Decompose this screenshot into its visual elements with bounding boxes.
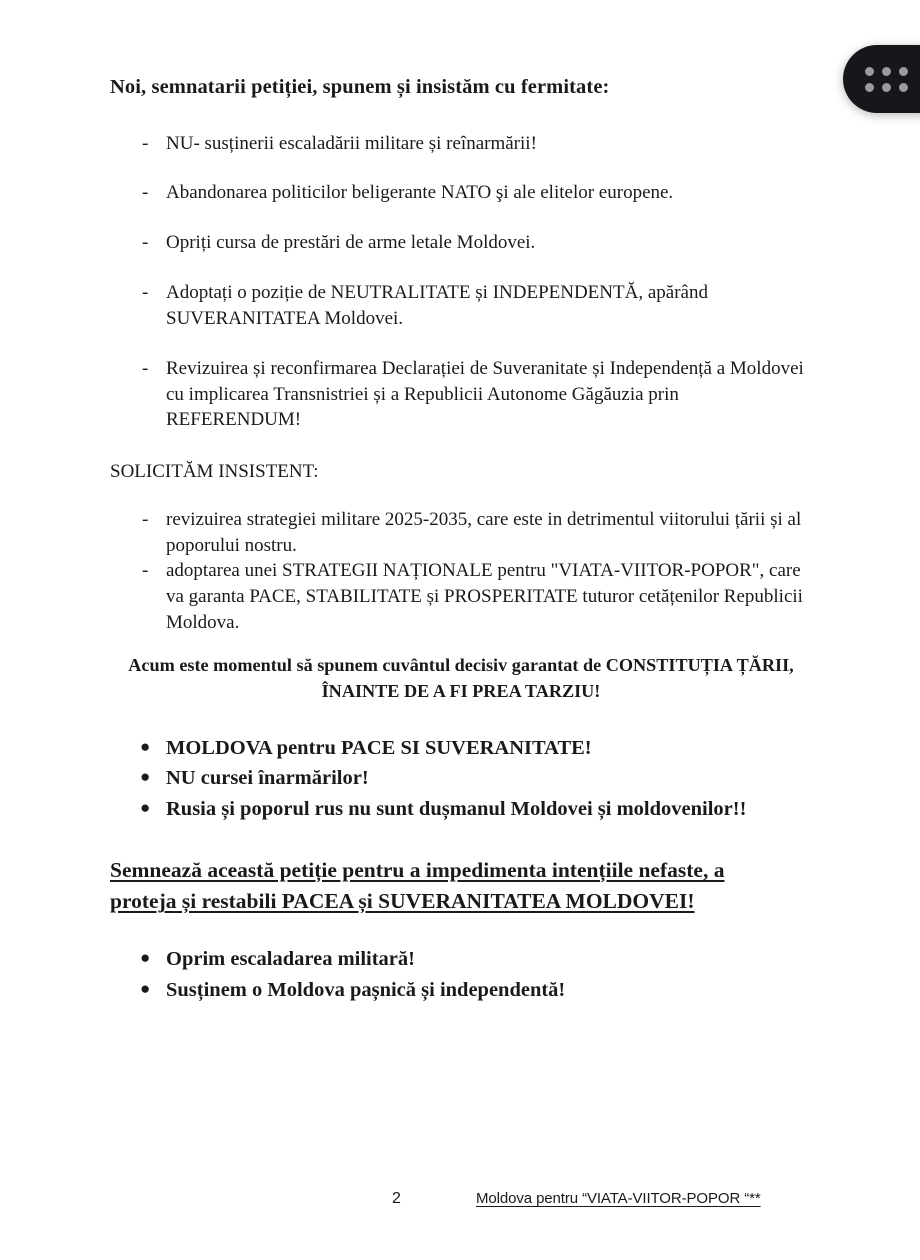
spacer: [110, 433, 812, 459]
apps-grid-icon: [865, 67, 908, 92]
footer-note: Moldova pentru “VIATA-VIITOR-POPOR “**: [476, 1190, 761, 1207]
list-item-text: Rusia și poporul rus nu sunt dușmanul Moldovei și moldovenilor!!: [166, 798, 747, 821]
page-footer: [0, 1190, 920, 1216]
call-to-action: Acum este momentul să spunem cuvântul decisiv garantat de CONSTITUȚIA ȚĂRII, ÎNAINTE DE A FI PREA TARZIU!: [128, 654, 794, 702]
list-item: [110, 230, 812, 256]
list-item-text: NU cursei înarmărilor!: [166, 767, 369, 790]
spacer: [110, 636, 812, 652]
grid-dot: [899, 83, 908, 92]
grid-dot: [899, 67, 908, 76]
list-item-text: Oprim escaladarea militară!: [166, 948, 415, 971]
list-item-text: Adoptați o poziție de NEUTRALITATE și INDEPENDENTĂ, apărând SUVERANITATEA Moldovei.: [166, 282, 708, 329]
sign-appeal: Semnează această petiție pentru a impedimenta intențiile nefaste, a proteja și restabili PACEA și SUVERANITATEA MOLDOVEI!: [110, 857, 725, 914]
spacer: [110, 111, 812, 131]
slogans-list: [110, 733, 812, 825]
grid-dot: [865, 67, 874, 76]
list-item: [110, 733, 812, 764]
list-item: [110, 975, 812, 1006]
bullet-marker: ●: [140, 798, 151, 818]
list-item-text: NU- susținerii escaladării militare și reînarmării!: [166, 132, 537, 154]
bullet-marker: ●: [140, 948, 151, 968]
list-item-text: Abandonarea politicilor beligerante NATO şi ale elitelor europene.: [166, 182, 674, 204]
request-heading: SOLICITĂM INSISTENT:: [110, 461, 319, 483]
lead-heading: Noi, semnatarii petiției, spunem și insistăm cu fermitate:: [110, 76, 610, 98]
dash-marker: -: [142, 232, 149, 254]
dash-marker: -: [142, 282, 149, 304]
grid-dot: [882, 67, 891, 76]
requests-list: [110, 507, 812, 636]
dash-marker: -: [142, 508, 149, 530]
apps-menu-button[interactable]: [843, 45, 920, 113]
spacer: [110, 705, 812, 733]
list-item: [110, 507, 812, 559]
grid-dot: [865, 83, 874, 92]
list-item-text: Opriți cursa de prestări de arme letale Moldovei.: [166, 232, 536, 254]
list-item: [110, 763, 812, 794]
spacer: [110, 485, 812, 507]
list-item: [110, 280, 812, 332]
page-number: 2: [392, 1190, 401, 1207]
list-item: [110, 131, 812, 157]
spacer: [110, 918, 812, 944]
list-item: [110, 794, 812, 825]
bullet-marker: ●: [140, 978, 151, 998]
list-item: [110, 180, 812, 206]
list-item-text: revizuirea strategiei militare 2025-2035, care este in detrimentul viitorului țării și al poporului nostru.: [166, 508, 802, 556]
list-item: [110, 944, 812, 975]
dash-marker: -: [142, 357, 149, 379]
demands-list: [110, 131, 812, 434]
grid-dot: [882, 83, 891, 92]
dash-marker: -: [142, 560, 149, 582]
list-item-text: MOLDOVA pentru PACE SI SUVERANITATE!: [166, 736, 592, 759]
dash-marker: -: [142, 132, 149, 154]
spacer: [110, 825, 812, 855]
bullet-marker: ●: [140, 736, 151, 756]
list-item-text: Susținem o Moldova pașnică și independentă!: [166, 978, 566, 1001]
dash-marker: -: [142, 182, 149, 204]
bullet-marker: ●: [140, 767, 151, 787]
document-body: [110, 74, 812, 1006]
list-item: [110, 558, 812, 635]
pledges-list: [110, 944, 812, 1006]
list-item: [110, 356, 812, 433]
list-item-text: Revizuirea și reconfirmarea Declarației de Suveranitate și Independență a Moldovei cu implicarea Transnistriei și a Republicii Autonome Găgăuzia prin REFERENDUM!: [166, 357, 804, 431]
list-item-text: adoptarea unei STRATEGII NAȚIONALE pentru "VIATA-VIITOR-POPOR", care va garanta PACE, STABILITATE și PROSPERITATE tuturor cetățenilor Republicii Moldova.: [166, 560, 803, 634]
